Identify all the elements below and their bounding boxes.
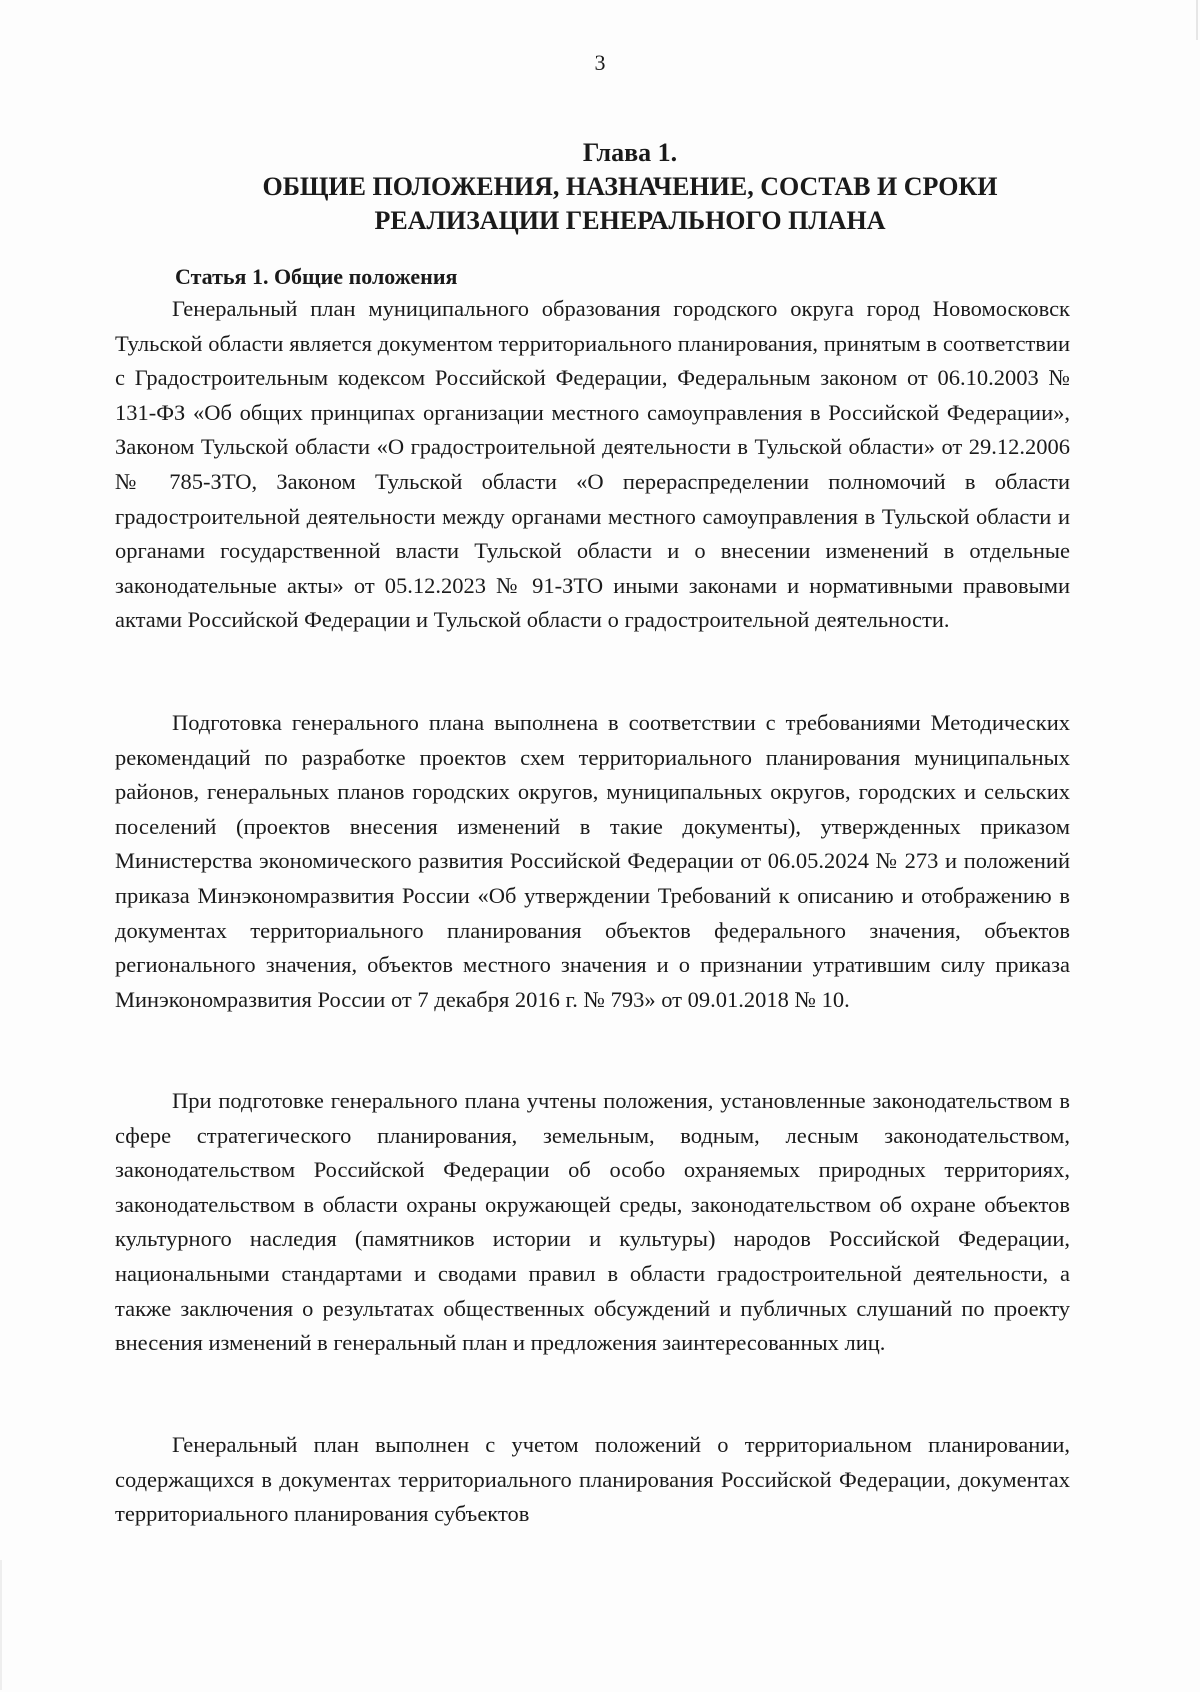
chapter-heading <box>115 136 1085 238</box>
chapter-title-line-2: РЕАЛИЗАЦИИ ГЕНЕРАЛЬНОГО ПЛАНА <box>374 206 886 235</box>
scan-edge-mark <box>1196 0 1198 40</box>
paragraph: Подготовка генерального плана выполнена в соответствии с требованиями Методических рекомендаций по разработке проектов схем территориального планирования муниципальных районов, генеральных планов городских округов, муниципальных округов, городских и сельских поселений (проектов внесения изменений в такие документы), утвержденных приказом Министерства экономического развития Российской Федерации от 06.05.2024 № 273 и положений приказа Минэкономразвития России «Об утверждении Требований к описанию и отображению в документах территориального планирования объектов федерального значения, объектов регионального значения, объектов местного значения и о признании утратившим силу приказа Минэкономразвития России от 7 декабря 2016 г. № 793» от 09.01.2018 № 10. <box>115 710 1070 1012</box>
chapter-title-line-1: ОБЩИЕ ПОЛОЖЕНИЯ, НАЗНАЧЕНИЕ, СОСТАВ И СРОКИ <box>262 172 998 201</box>
article-title: Статья 1. Общие положения <box>175 264 458 289</box>
chapter-number: Глава 1. <box>582 138 678 167</box>
page-number: 3 <box>594 50 606 75</box>
paragraph: Генеральный план муниципального образования городского округа город Новомосковск Тульской области является документом территориального планирования, принятым в соответствии с Градостроительным кодексом Российской Федерации, Федеральным законом от 06.10.2003 № 131-ФЗ «Об общих принципах организации местного самоуправления в Российской Федерации», Законом Тульской области «О градостроительной деятельности в Тульской области» от 29.12.2006 № 785-ЗТО, Законом Тульской области «О перераспределении полномочий в области градостроительной деятельности между органами местного самоуправления в Тульской области и органами государственной власти Тульской области и о внесении изменений в отдельные законодательные акты» от 05.12.2023 № 91-ЗТО иными законами и нормативными правовыми актами Российской Федерации и Тульской области о градостроительной деятельности. <box>115 296 1070 633</box>
paragraph: Генеральный план выполнен с учетом положений о территориальном планировании, содержащихся в документах территориального планирования Российской Федерации, документах территориального планирования субъектов <box>115 1432 1070 1527</box>
scan-edge-mark-left <box>0 1560 2 1690</box>
paragraph-block <box>115 1084 1070 1361</box>
paragraph: При подготовке генерального плана учтены положения, установленные законодательством в сфере стратегического планирования, земельным, водным, лесным законодательством, законодательством Российской Федерации об особо охраняемых природных территориях, законодательством в области охраны окружающей среды, законодательством об охране объектов культурного наследия (памятников истории и культуры) народов Российской Федерации, национальными стандартами и сводами правил в области градостроительной деятельности, а также заключения о результатах общественных обсуждений и публичных слушаний по проекту внесения изменений в генеральный план и предложения заинтересованных лиц. <box>115 1088 1070 1356</box>
paragraph-block <box>115 292 1070 638</box>
paragraph-block <box>115 706 1070 1017</box>
paragraph-block <box>115 1428 1070 1532</box>
